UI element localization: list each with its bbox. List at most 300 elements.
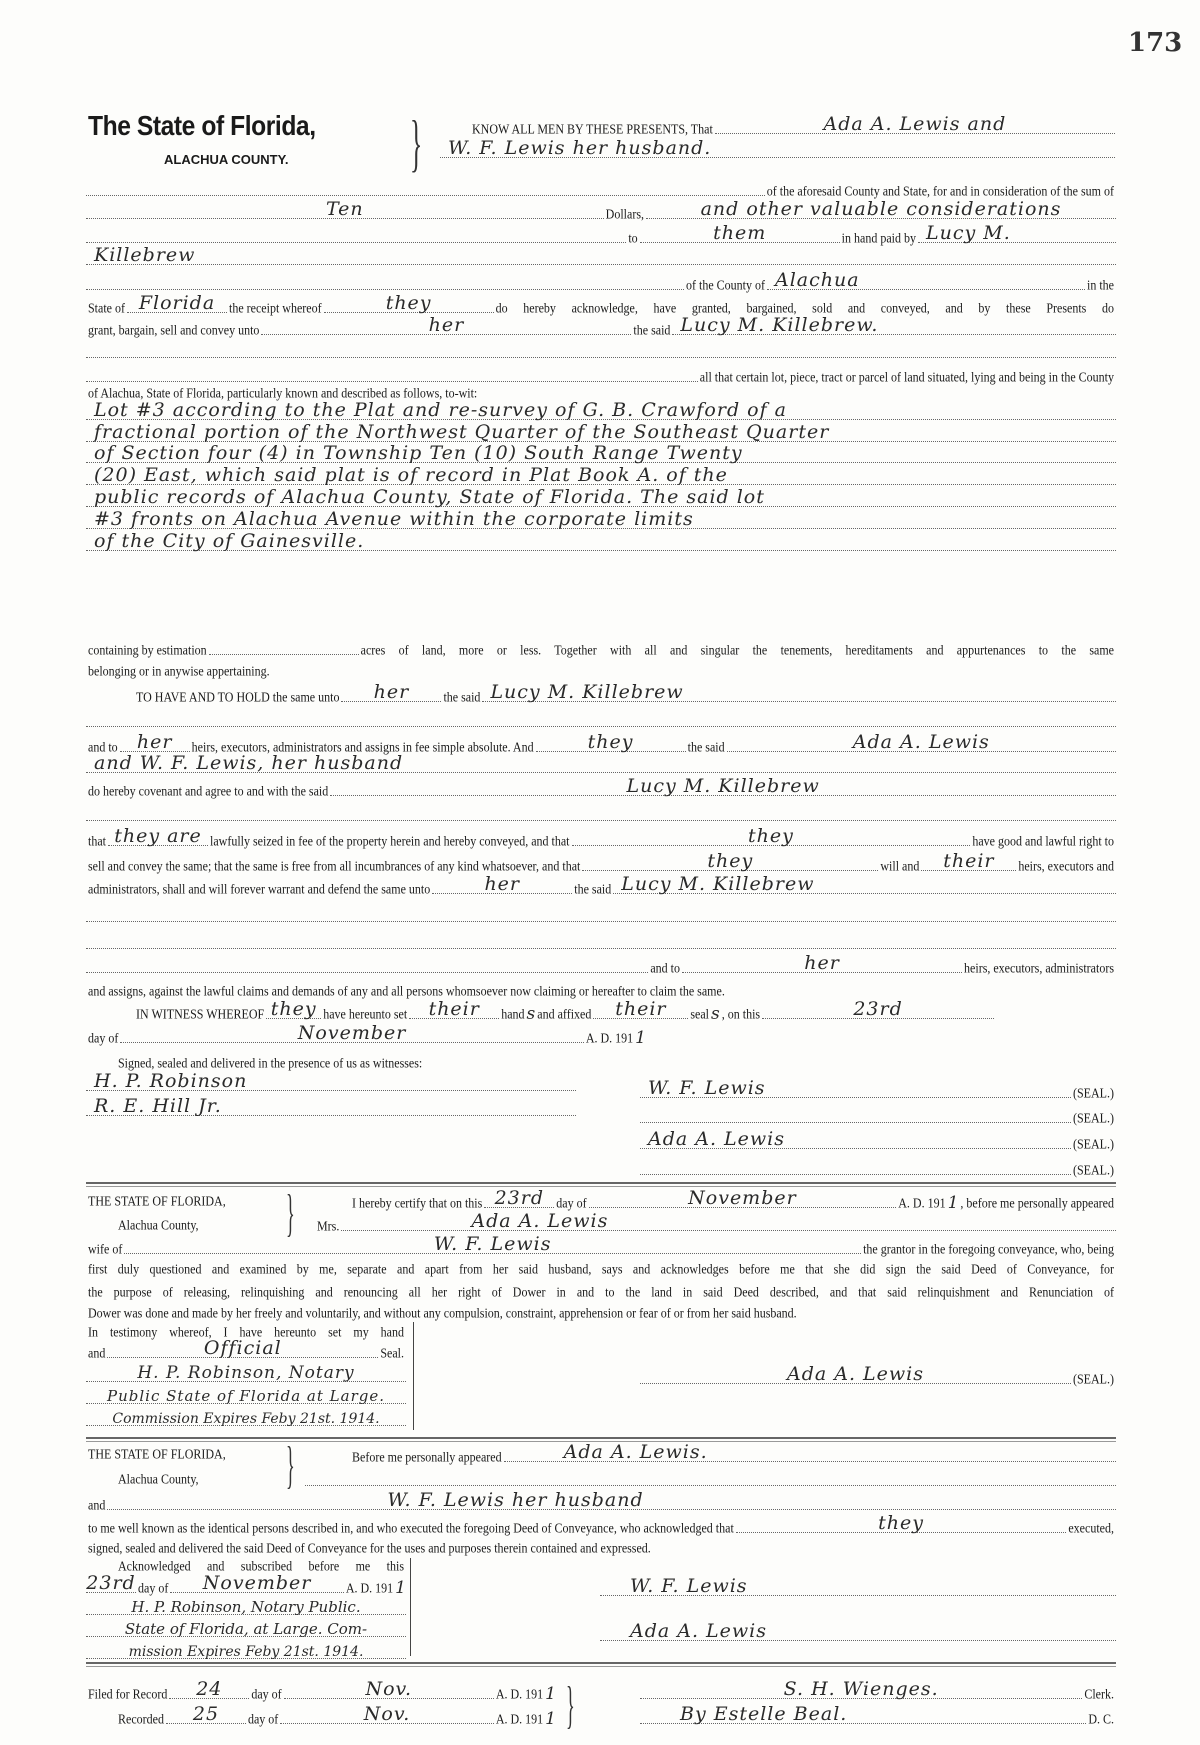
- year-digit: 1: [545, 1709, 556, 1729]
- handwritten-entry: S. H. Wienges.: [783, 1678, 939, 1700]
- ack-day-field: [86, 1572, 136, 1594]
- handwritten-entry: Ada A. Lewis: [630, 1620, 768, 1642]
- handwritten-entry: her: [484, 873, 521, 895]
- county-field: [767, 269, 1085, 291]
- year-digit: 1: [545, 1684, 556, 1704]
- label: heirs, executors, administrators: [964, 960, 1114, 976]
- handwritten-entry: fractional portion of the Northwest Quarter of the Southeast Quarter: [94, 421, 830, 443]
- label: executed,: [1068, 1520, 1114, 1536]
- label: A. D. 191: [898, 1195, 946, 1211]
- label: the purpose of releasing, relinquishing and renouncing all her right of Dower in and to the land in said Deed described, and that said relinquishment and Renunciation of: [88, 1284, 1114, 1300]
- seal-line: [640, 1077, 1116, 1101]
- seal-label: (SEAL.): [1073, 1085, 1114, 1101]
- label: day of: [138, 1580, 169, 1596]
- cert-row: [86, 1233, 1116, 1257]
- handwritten-entry: her: [428, 314, 465, 336]
- label: first duly questioned and examined by me, separate and apart from her said husband, says and acknowledges before me that she did sign the said Deed of Conveyance, for: [88, 1261, 1114, 1277]
- have-field: [341, 681, 441, 703]
- label: A. D. 191: [585, 1030, 634, 1046]
- label: day of: [556, 1195, 587, 1211]
- description-field: [86, 399, 1116, 421]
- blank-field: [86, 229, 626, 243]
- blank-field: [305, 1472, 1116, 1486]
- description-line: [86, 486, 1116, 509]
- covenant-names-field-2: [86, 752, 1116, 774]
- deed-row: [86, 244, 1116, 267]
- form-county: ALACHUA COUNTY.: [164, 152, 289, 167]
- handwritten-entry: H. P. Robinson, Notary Public.: [131, 1598, 361, 1616]
- blank-field: [86, 713, 1116, 727]
- seal-label: (SEAL.): [1073, 1110, 1114, 1126]
- ack-month-field: [170, 1572, 344, 1594]
- seal-label: (SEAL.): [1073, 1136, 1114, 1152]
- handwritten-entry: W. F. Lewis: [630, 1575, 748, 1597]
- grantor-signature: [640, 1161, 1071, 1175]
- deed-row: [134, 681, 1116, 705]
- grantor-signature: [640, 1077, 1071, 1099]
- handwritten-entry: public records of Alachua County, State of Florida. The said lot: [94, 486, 765, 508]
- state-field: [127, 292, 227, 314]
- handwritten-entry: Lot #3 according to the Plat and re-survey of G. B. Crawford of a: [94, 399, 787, 421]
- handwritten-entry: her: [804, 952, 840, 974]
- description-field: [86, 530, 1116, 552]
- notary-signature: [86, 1387, 406, 1405]
- label: have good and lawful right to: [972, 833, 1114, 849]
- cert-row: [350, 1187, 1116, 1213]
- notary-signature: [86, 1620, 406, 1638]
- grantors-row-2: [440, 137, 1115, 160]
- seal-line: [640, 1107, 1116, 1125]
- consideration-field: [646, 198, 1116, 220]
- handwritten-entry: H. P. Robinson: [94, 1070, 248, 1092]
- label: grant, bargain, sell and convey unto: [88, 322, 260, 338]
- ack-county: [116, 1468, 296, 1486]
- deed-row: [86, 314, 1116, 338]
- handwritten-entry: State of Florida, at Large. Com-: [124, 1620, 368, 1638]
- handwritten-entry: they: [270, 998, 317, 1020]
- label: the said: [574, 881, 612, 897]
- label: , on this: [721, 1006, 761, 1022]
- label: Signed, sealed and delivered in the presence of us as witnesses:: [118, 1055, 423, 1071]
- witness-line: [86, 1095, 576, 1118]
- blank-field: [86, 935, 1116, 949]
- ack-row: [350, 1441, 1116, 1465]
- covenant-grantee-field: [330, 775, 1116, 797]
- label: that: [88, 833, 106, 849]
- witness-line: [86, 1070, 576, 1093]
- handwritten-entry: their: [943, 850, 995, 872]
- deed-row: [86, 825, 1116, 849]
- plural-mark: s: [526, 1004, 536, 1024]
- deed-row: [134, 998, 994, 1024]
- description-field: [86, 421, 1116, 443]
- day-field: [762, 998, 994, 1020]
- label: A. D. 191: [345, 1580, 394, 1596]
- warrant-field: [582, 850, 878, 872]
- covenant-who-field: [536, 731, 686, 753]
- bracket-line: [410, 1558, 411, 1656]
- label: do hereby covenant and agree to and with the said: [88, 783, 329, 799]
- month-field: [120, 1022, 584, 1044]
- label: , before me personally appeared: [960, 1195, 1114, 1211]
- handwritten-entry: Public State of Florida at Large.: [107, 1387, 385, 1405]
- deed-row: [86, 180, 1116, 198]
- receipt-field: [324, 292, 494, 314]
- notary-line: [86, 1621, 406, 1639]
- label: THE STATE OF FLORIDA,: [88, 1193, 226, 1209]
- ack-row: [86, 1489, 1116, 1513]
- handwritten-entry: Ada A. Lewis: [786, 1363, 924, 1385]
- label: IN WITNESS WHEREOF: [136, 1006, 265, 1022]
- year-digit: 1: [947, 1193, 959, 1213]
- deed-row: [86, 805, 1116, 823]
- handwritten-entry: R. E. Hill Jr.: [94, 1095, 222, 1117]
- label: to me well known as the identical persons described in, and who executed the foregoing Deed of Conveyance, who acknowledged that: [88, 1520, 734, 1536]
- cert-state: [86, 1190, 306, 1208]
- deed-row: [86, 873, 1116, 897]
- grantors-field-2: [440, 137, 1115, 159]
- brace: }: [410, 107, 423, 178]
- description-line: [86, 464, 1116, 487]
- handwritten-entry: they: [385, 292, 432, 314]
- signature-line: [600, 1620, 1116, 1643]
- label: day of: [247, 1711, 279, 1727]
- clerk-signature: [640, 1678, 1082, 1700]
- grantor-signature: [600, 1620, 1116, 1642]
- ack-name-field-2: [107, 1489, 1116, 1511]
- notary-line: [86, 1363, 406, 1384]
- label: heirs, executors and: [1018, 858, 1114, 874]
- handwritten-entry: Lucy M.: [926, 222, 1011, 244]
- handwritten-entry: their: [428, 998, 480, 1020]
- handwritten-entry: 23rd: [853, 998, 903, 1020]
- seized-field: [108, 825, 208, 847]
- handwritten-entry: Official: [203, 1337, 282, 1359]
- handwritten-entry: 25: [192, 1703, 220, 1725]
- deed-row: [86, 639, 1116, 657]
- cert-day-field: [484, 1187, 554, 1209]
- deed-row: [86, 933, 1116, 951]
- grantee-field: [672, 314, 1116, 336]
- handwritten-entry: they: [707, 850, 754, 872]
- label: and to: [88, 739, 118, 755]
- deed-row: [86, 711, 1116, 729]
- blank-field: [86, 807, 1116, 821]
- handwritten-entry: Ada A. Lewis: [852, 731, 990, 753]
- handwritten-entry: Lucy M. Killebrew: [621, 873, 815, 895]
- label: Clerk.: [1084, 1686, 1114, 1702]
- handwritten-entry: W. F. Lewis: [648, 1077, 766, 1099]
- handwritten-entry: and W. F. Lewis, her husband: [94, 752, 404, 774]
- label: Mrs.: [317, 1218, 340, 1234]
- grantors-row: [470, 113, 1115, 137]
- handwritten-entry: November: [202, 1572, 312, 1594]
- blank-field: [86, 182, 765, 196]
- deed-row: [86, 198, 1116, 222]
- deputy-row: [640, 1703, 1116, 1727]
- label: the said: [443, 689, 481, 705]
- label: to: [628, 230, 638, 246]
- deed-row: [86, 269, 1116, 293]
- ack-who-field: [736, 1512, 1067, 1534]
- label: Filed for Record: [88, 1686, 168, 1702]
- notary-line: [86, 1599, 406, 1617]
- handwritten-entry: Killebrew: [94, 244, 196, 266]
- notary-line: [86, 1643, 406, 1661]
- ack-row: [116, 1555, 406, 1573]
- label: of the aforesaid County and State, for and in consideration of the sum of: [766, 183, 1114, 199]
- label: State of: [88, 300, 125, 316]
- label: day of: [88, 1030, 119, 1046]
- warrant-heirs-field: [921, 850, 1016, 872]
- description-field: [86, 442, 1116, 464]
- paid-by-field: [918, 222, 1116, 244]
- form-title: The State of Florida,: [88, 110, 316, 141]
- to-whom-field: [640, 222, 840, 244]
- deputy-signature: [640, 1703, 1086, 1725]
- year-digit: 1: [635, 1028, 646, 1048]
- brace: }: [566, 1677, 575, 1734]
- cert-row: [86, 1281, 1116, 1299]
- cert-county: [116, 1214, 296, 1232]
- handwritten-entry: Ada A. Lewis.: [563, 1441, 708, 1463]
- right-field: [572, 825, 971, 847]
- blank-field: [86, 908, 1116, 922]
- label: TO HAVE AND TO HOLD the same unto: [136, 689, 340, 705]
- description-line: [86, 508, 1116, 531]
- handwritten-entry: W. F. Lewis her husband.: [448, 137, 712, 159]
- label: will and: [880, 858, 920, 874]
- description-line: [86, 399, 1116, 422]
- official-field: [107, 1337, 378, 1359]
- label: and: [88, 1497, 106, 1513]
- page-number: 173: [1128, 28, 1183, 58]
- mrs-field: [341, 1210, 1116, 1232]
- filed-row: [86, 1678, 556, 1704]
- label: the said: [633, 322, 671, 338]
- plural-mark: s: [711, 1004, 720, 1024]
- handwritten-entry: 24: [196, 1678, 223, 1700]
- label: acres of land, more or less. Together with all and singular the tenements, hereditaments and appurtenances to the same: [360, 642, 1114, 658]
- label: the receipt whereof: [229, 300, 322, 316]
- deed-row: [86, 850, 1116, 874]
- grantor-signature: [600, 1575, 1116, 1597]
- label: Alachua County,: [118, 1217, 199, 1233]
- handwritten-entry: (20) East, which said plat is of record in Plat Book A. of the: [94, 464, 728, 486]
- handwritten-entry: H. P. Robinson, Notary: [137, 1363, 355, 1383]
- deed-row: [86, 660, 1116, 678]
- label: of Alachua, State of Florida, particularly known and described as follows, to-wit:: [88, 385, 478, 401]
- label: belonging or in anywise appertaining.: [88, 663, 270, 679]
- label: the said: [687, 739, 725, 755]
- label: Dollars,: [605, 206, 644, 222]
- label: do hereby acknowledge, have granted, bargained, sold and conveyed, and by these Presents do: [495, 300, 1114, 316]
- handwritten-entry: mission Expires Feby 21st. 1914.: [128, 1644, 364, 1660]
- defend-grantee-field: [613, 873, 1116, 895]
- cert-month-field: [589, 1187, 897, 1209]
- label: hand: [501, 1006, 525, 1022]
- handwritten-entry: 23rd: [86, 1572, 136, 1594]
- notary-signature: [86, 1412, 406, 1426]
- label: in hand paid by: [841, 230, 916, 246]
- handwritten-entry: Lucy M. Killebrew.: [680, 314, 879, 336]
- cert-row: [86, 1258, 1116, 1276]
- cert-row: [86, 1302, 1116, 1320]
- label: I hereby certify that on this: [352, 1195, 483, 1211]
- handwritten-entry: Alachua: [775, 269, 860, 291]
- brace: }: [286, 1437, 295, 1494]
- label: administrators, shall and will forever warrant and defend the same unto: [88, 881, 431, 897]
- ack-state: [86, 1443, 306, 1461]
- label: and assigns, against the lawful claims and demands of any and all persons whomsoever now claiming or hereafter to claim the same.: [88, 983, 725, 999]
- heirs-field: [120, 731, 190, 753]
- ack-row: [86, 1572, 406, 1598]
- deed-row: [86, 906, 1116, 924]
- covenant-names-field: [727, 731, 1116, 753]
- seal-line: [640, 1363, 1116, 1387]
- notary-line: [86, 1410, 406, 1428]
- wife-signature: [640, 1363, 1071, 1385]
- label: KNOW ALL MEN BY THESE PRESENTS, That: [472, 121, 713, 137]
- acres-field: [209, 641, 359, 655]
- handwritten-entry: By Estelle Beal.: [680, 1703, 848, 1725]
- description-field: [86, 486, 1116, 508]
- seal-field: [593, 998, 688, 1020]
- label: lawfully seized in fee of the property herein and hereby conveyed, and that: [210, 833, 570, 849]
- label: THE STATE OF FLORIDA,: [88, 1446, 226, 1462]
- description-line: [86, 530, 1116, 553]
- description-line: [86, 442, 1116, 465]
- grantors-field: [715, 113, 1115, 135]
- handwritten-entry: Lucy M. Killebrew: [490, 681, 684, 703]
- deed-row: [86, 775, 1116, 799]
- handwritten-entry: Nov.: [363, 1703, 411, 1725]
- label: Seal.: [380, 1345, 404, 1361]
- blank-field: [86, 276, 684, 290]
- handwritten-entry: November: [297, 1022, 407, 1044]
- handwritten-entry: Commission Expires Feby 21st. 1914.: [112, 1411, 380, 1427]
- label: D. C.: [1088, 1711, 1114, 1727]
- section-divider: [86, 1662, 1116, 1667]
- handwritten-entry: Nov.: [365, 1678, 413, 1700]
- description-field: [86, 464, 1116, 486]
- deed-row: [86, 1022, 646, 1048]
- unto-field: [261, 314, 631, 336]
- label: all that certain lot, piece, tract or parcel of land situated, lying and being in the County: [699, 369, 1114, 385]
- handwritten-entry: them: [713, 222, 767, 244]
- blank-field: [86, 344, 1116, 358]
- witness-heading: [116, 1052, 716, 1070]
- label: Recorded: [118, 1711, 164, 1727]
- description-field: [86, 508, 1116, 530]
- signature-line: [600, 1575, 1116, 1598]
- deed-row: [86, 342, 1116, 360]
- ack-name-field: [504, 1441, 1116, 1463]
- grantor-signature: [640, 1128, 1071, 1150]
- label: the grantor in the foregoing conveyance, who, being: [863, 1241, 1114, 1257]
- cert-row: [86, 1337, 406, 1361]
- paid-by-field-2: [86, 244, 1116, 266]
- label: Before me personally appeared: [352, 1449, 502, 1465]
- handwritten-entry: of Section four (4) in Township Ten (10) South Range Twenty: [94, 442, 743, 464]
- handwritten-entry: they: [748, 825, 794, 847]
- handwritten-entry: of the City of Gainesville.: [94, 530, 365, 552]
- bracket-line: [413, 1322, 414, 1430]
- recorded-day-field: [166, 1703, 246, 1725]
- label: of the County of: [686, 277, 765, 293]
- blank-field: [86, 959, 648, 973]
- notary-signature: [86, 1363, 406, 1383]
- brace: }: [286, 1185, 295, 1242]
- deed-row: [86, 752, 1116, 775]
- recorded-row: [116, 1703, 556, 1729]
- have-grantee-field: [482, 681, 1116, 703]
- notary-line: [86, 1388, 406, 1406]
- notary-signature: [86, 1645, 406, 1659]
- seal-label: (SEAL.): [1073, 1162, 1114, 1178]
- ack-row: [86, 1537, 1116, 1555]
- witness-who-field: [266, 998, 321, 1020]
- seal-label: (SEAL.): [1073, 1371, 1114, 1387]
- heirs-field-2: [682, 952, 962, 974]
- label: signed, sealed and delivered the said Deed of Conveyance for the uses and purposes therein contained and expressed.: [88, 1540, 651, 1556]
- label: and: [88, 1345, 106, 1361]
- handwritten-entry: 23rd: [494, 1187, 544, 1209]
- year-digit: 1: [395, 1578, 406, 1598]
- blank-field: [86, 368, 698, 382]
- label: Dower was done and made by her freely and voluntarily, and without any compulsion, constraint, apprehension or fear of or from her said husband.: [88, 1305, 797, 1321]
- label: sell and convey the same; that the same is free from all incumbrances of any kind whatsoever, and that: [88, 858, 581, 874]
- handwritten-entry: her: [136, 731, 173, 753]
- hand-field: [409, 998, 499, 1020]
- handwritten-entry: W. F. Lewis: [433, 1233, 552, 1255]
- clerk-row: [640, 1678, 1116, 1702]
- label: containing by estimation: [88, 642, 207, 658]
- label: and to: [650, 960, 681, 976]
- handwritten-entry: Ada A. Lewis and: [823, 113, 1007, 135]
- notary-signature: [86, 1598, 406, 1616]
- seal-line: [640, 1128, 1116, 1152]
- handwritten-entry: they are: [114, 825, 202, 847]
- deed-row: [86, 980, 1116, 998]
- label: and affixed: [537, 1006, 592, 1022]
- sum-field: [86, 198, 604, 220]
- grantor-signature: [640, 1109, 1071, 1123]
- defend-field: [432, 873, 572, 895]
- handwritten-entry: November: [688, 1187, 797, 1209]
- handwritten-entry: Florida: [138, 292, 216, 314]
- filed-day-field: [169, 1678, 249, 1700]
- handwritten-entry: Ada A. Lewis: [648, 1128, 786, 1150]
- filed-month-field: [284, 1678, 494, 1700]
- seal-line: [640, 1159, 1116, 1177]
- deed-row: [86, 382, 1116, 400]
- handwritten-entry: they: [587, 731, 634, 753]
- label: have hereunto set: [323, 1006, 408, 1022]
- handwritten-entry: they: [878, 1512, 924, 1534]
- label: Alachua County,: [118, 1471, 199, 1487]
- handwritten-entry: Ten: [325, 198, 364, 220]
- ack-row: [305, 1470, 1116, 1488]
- witness-signature: [86, 1070, 576, 1092]
- label: A. D. 191: [495, 1711, 544, 1727]
- husband-field: [124, 1233, 861, 1255]
- handwritten-entry: her: [373, 681, 410, 703]
- handwritten-entry: Ada A. Lewis: [471, 1210, 609, 1232]
- handwritten-entry: their: [615, 998, 667, 1020]
- witness-signature: [86, 1095, 576, 1117]
- deed-row: [86, 952, 1116, 976]
